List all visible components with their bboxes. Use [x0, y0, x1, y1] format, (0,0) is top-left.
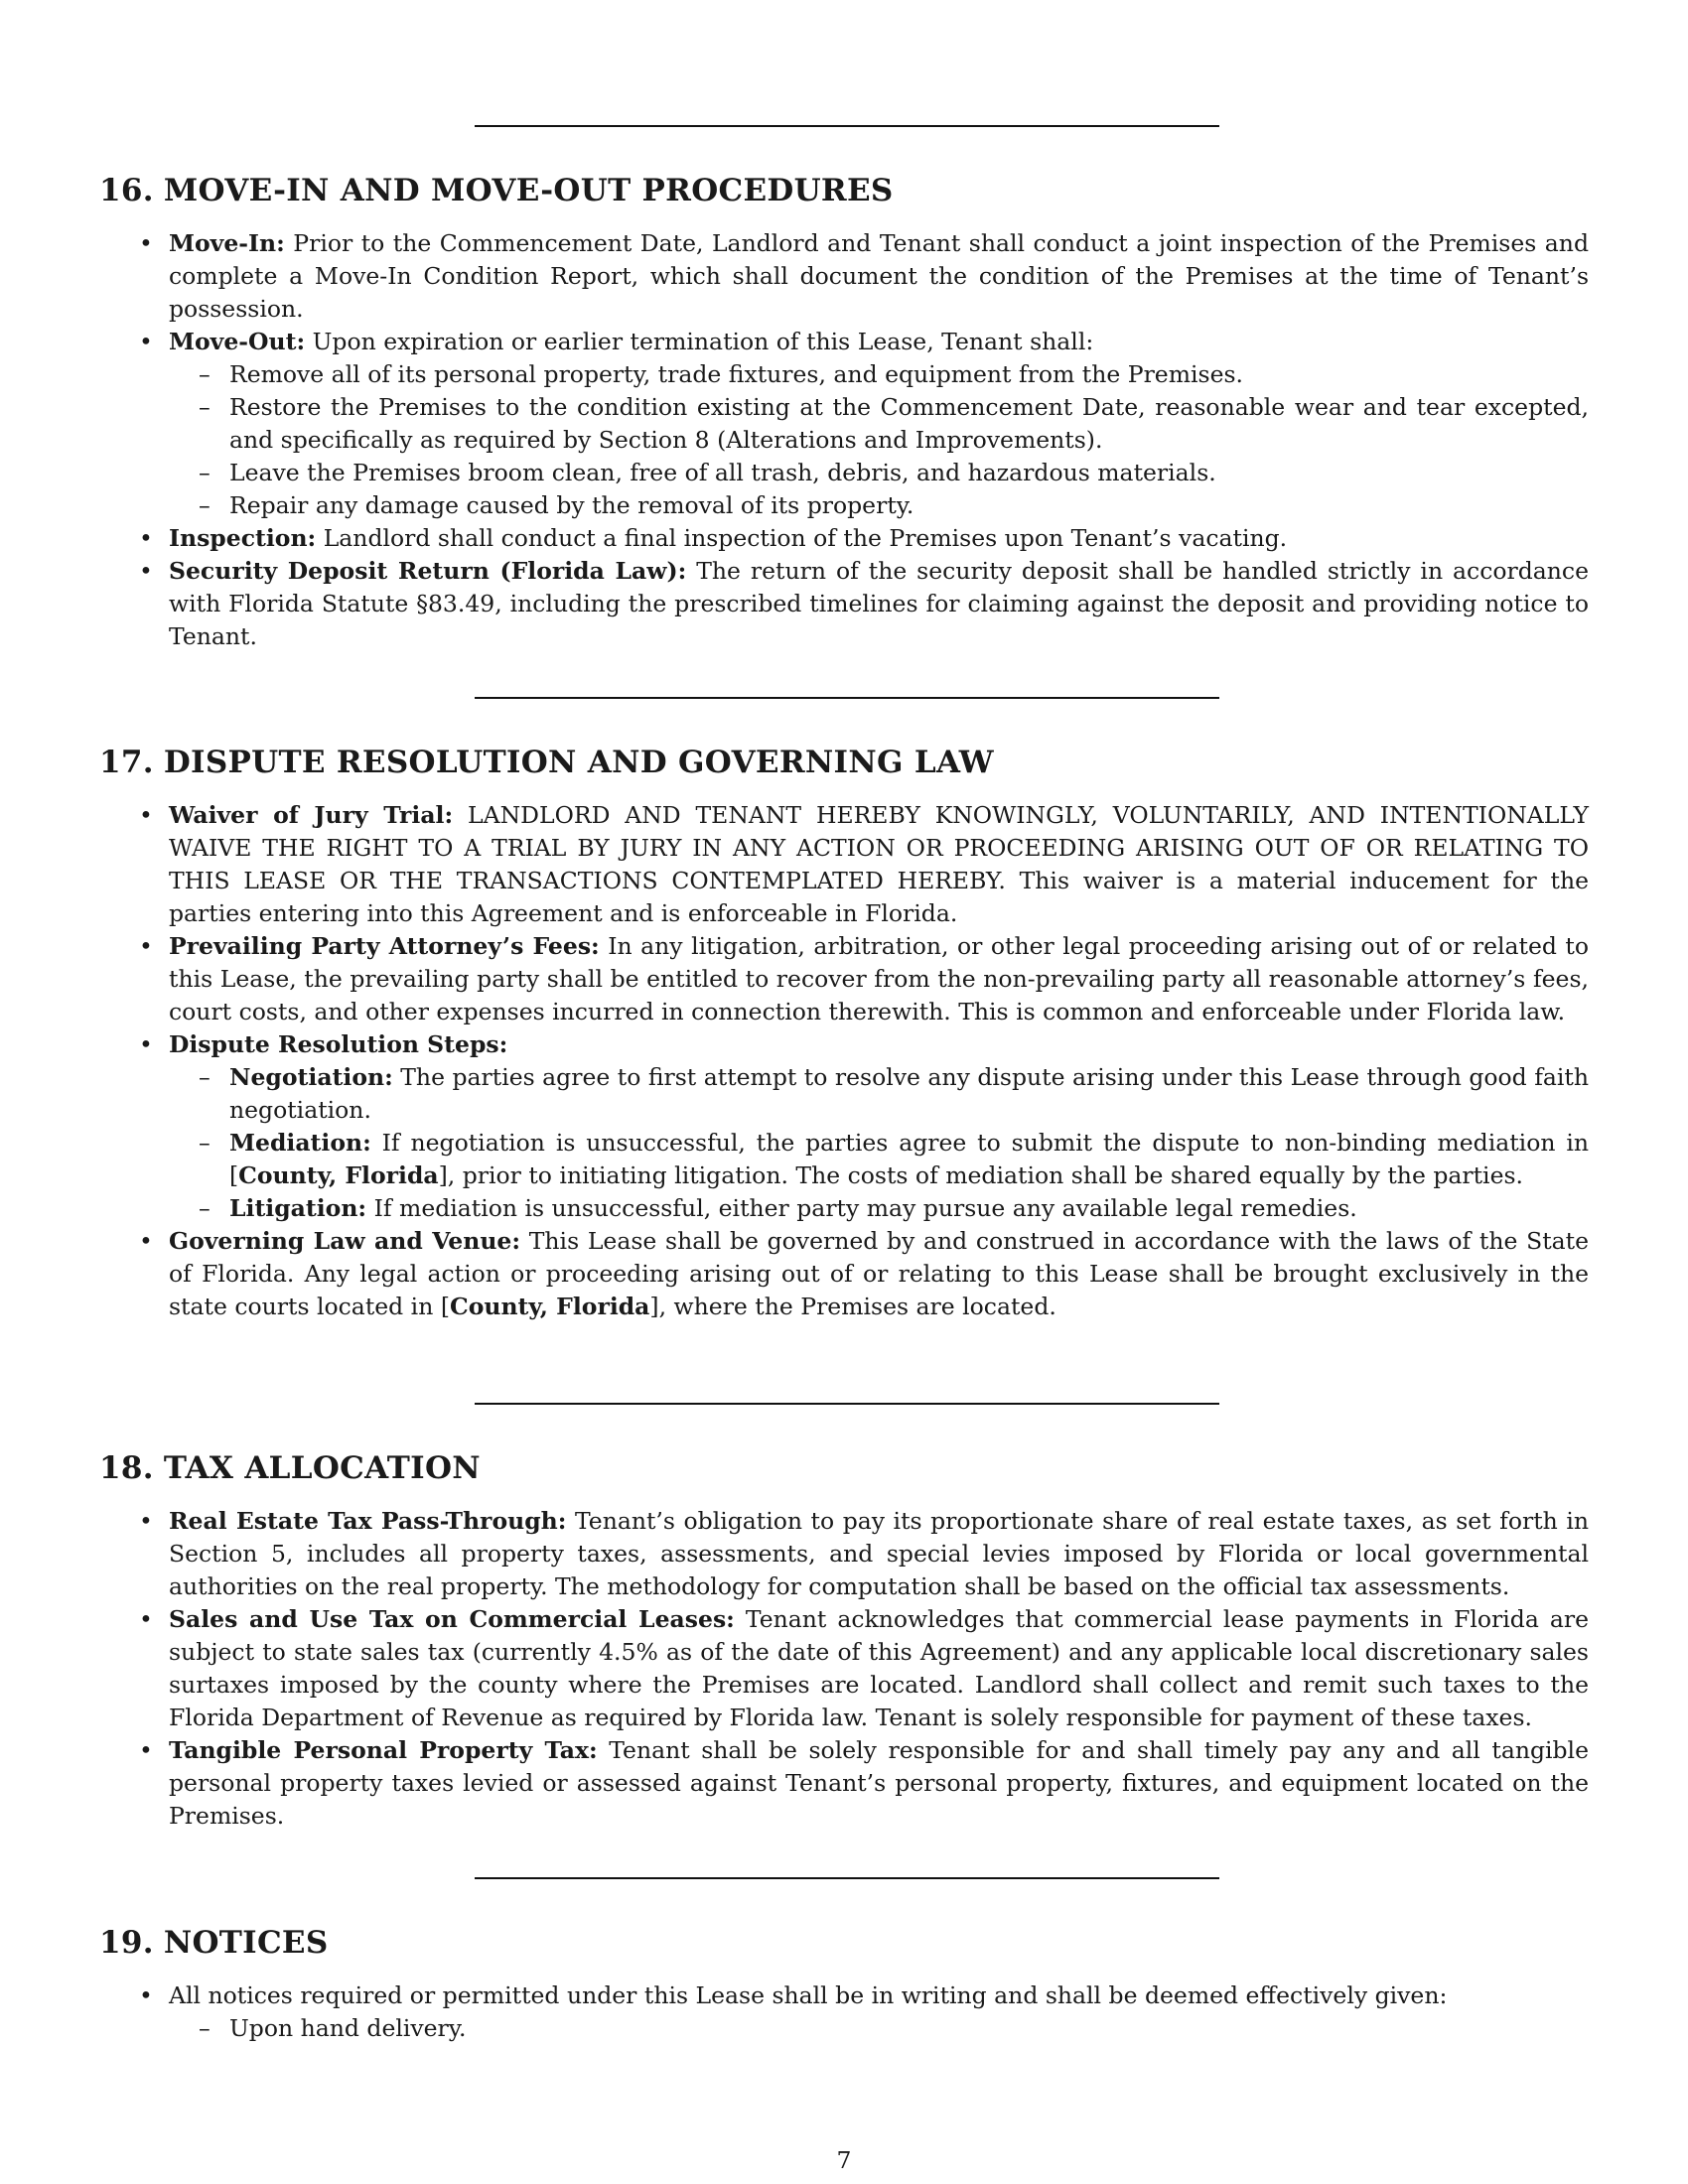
- section-heading: [99, 1448, 1589, 1488]
- list-item: [99, 1028, 1589, 1225]
- sub-item-text: Repair any damage caused by the removal of its property.: [229, 491, 914, 519]
- sub-list-item: – Mediation: If negotiation is unsuccessful, the parties agree to submit the dispute to non-binding mediation in [County, Florida], prior to initiating litigation. The costs of mediation shall be shared equally by the parties.: [199, 1129, 1589, 1189]
- item-label: Dispute Resolution Steps:: [169, 1030, 508, 1058]
- section-number: 17.: [99, 745, 154, 780]
- bullet-icon: •: [139, 1507, 153, 1535]
- sub-list-item: [169, 391, 1589, 457]
- dash-icon: –: [199, 360, 211, 388]
- item-text: Tenant’s obligation to pay its proportionate share of real estate taxes, as set forth in Section 5, includes all property taxes, assessments, and special levies imposed by Florida or local governmental authorities on the real property. The methodology for computation shall be based on the official tax assessments.: [169, 1507, 1590, 1600]
- sub-item-text: The parties agree to first attempt to resolve any dispute arising under this Lease through good faith negotiation.: [229, 1063, 1589, 1124]
- list-item: [99, 1505, 1589, 1603]
- bullet-icon: •: [139, 1227, 153, 1255]
- list-item: [99, 555, 1589, 653]
- bullet-icon: •: [139, 1981, 153, 2009]
- sub-item-text: Remove all of its personal property, trade fixtures, and equipment from the Premises.: [229, 360, 1244, 388]
- dash-icon: –: [199, 2014, 211, 2042]
- list-item: [99, 1979, 1589, 2045]
- item-label: Real Estate Tax Pass-Through:: [169, 1507, 567, 1535]
- sub-item-label: Negotiation:: [229, 1063, 393, 1091]
- sub-list-item: [169, 457, 1589, 489]
- sub-item-text: If negotiation is unsuccessful, the parties agree to submit the dispute to non-binding mediation in: [370, 1129, 1589, 1157]
- item-label: Move-Out:: [169, 328, 306, 355]
- item-text: All notices required or permitted under this Lease shall be in writing and shall be deemed effectively given:: [169, 1981, 1448, 2009]
- section-heading: [99, 171, 1589, 210]
- bullet-list: [99, 1505, 1589, 1833]
- section-heading: [99, 743, 1589, 782]
- bullet-icon: •: [139, 1605, 153, 1633]
- list-item: [99, 930, 1589, 1028]
- section-number: 19.: [99, 1925, 154, 1961]
- item-text: Prior to the Commencement Date, Landlord and Tenant shall conduct a joint inspection of the Premises and complete a Move-In Condition Report, which shall document the condition of the Premises at the time of Tenant’s possession.: [169, 229, 1589, 323]
- bullet-icon: •: [139, 524, 153, 552]
- item-label: Prevailing Party Attorney’s Fees:: [169, 932, 600, 960]
- dash-icon: –: [199, 459, 211, 486]
- sub-list-item: [169, 1192, 1589, 1225]
- list-item: [99, 1603, 1589, 1734]
- bullet-icon: •: [139, 328, 153, 355]
- section-title: TAX ALLOCATION: [163, 1450, 481, 1486]
- section-title: NOTICES: [163, 1925, 329, 1961]
- sub-list: [169, 1061, 1589, 1225]
- page-number: 7: [836, 2146, 852, 2174]
- list-item: [99, 326, 1589, 522]
- sub-item-text: Leave the Premises broom clean, free of all trash, debris, and hazardous materials.: [229, 459, 1216, 486]
- item-text: In any litigation, arbitration, or other legal proceeding arising out of or related to this Lease, the prevailing party shall be entitled to recover from the non-prevailing party all reasonable attorney’s fees, court costs, and other expenses incurred in connection therewith. This is common and enforceable under Florida law.: [169, 932, 1589, 1025]
- dash-icon: –: [199, 1194, 211, 1222]
- sub-item-text: Restore the Premises to the condition existing at the Commencement Date, reasonable wear and tear excepted, and specifically as required by Section 8 (Alterations and Improvements).: [229, 393, 1589, 454]
- dash-icon: –: [199, 393, 211, 421]
- dash-icon: –: [199, 1129, 211, 1157]
- sub-item-text: , prior to initiating litigation. The costs of mediation shall be shared equally by the parties.: [447, 1161, 1524, 1189]
- item-label: Inspection:: [169, 524, 317, 552]
- sub-list-item: [169, 489, 1589, 522]
- bullet-icon: •: [139, 932, 153, 960]
- sub-item-text: If mediation is unsuccessful, either party may pursue any available legal remedies.: [366, 1194, 1357, 1222]
- item-label: Sales and Use Tax on Commercial Leases:: [169, 1605, 735, 1633]
- item-label: Waiver of Jury Trial:: [169, 801, 454, 829]
- sub-item-label: Mediation:: [229, 1129, 371, 1157]
- bullet-list: [99, 1979, 1589, 2045]
- sub-list-item: [169, 358, 1589, 391]
- sub-list: [169, 2012, 1589, 2045]
- item-text: This Lease shall be governed by and construed in accordance with the laws of the State of Florida. Any legal action or proceeding arising out of or relating to this Lease shall be brought exclusively in the state courts located in: [169, 1227, 1589, 1320]
- sub-item-label: Litigation:: [229, 1194, 367, 1222]
- dash-icon: –: [199, 1063, 211, 1091]
- section-number: 18.: [99, 1450, 154, 1486]
- item-label: Security Deposit Return (Florida Law):: [169, 557, 687, 585]
- section-divider: [475, 125, 1219, 127]
- item-text: The return of the security deposit shall be handled strictly in accordance with Florida Statute §83.49, including the prescribed timelines for claiming against the deposit and providing notice to Tenant.: [169, 557, 1590, 650]
- section-title: DISPUTE RESOLUTION AND GOVERNING LAW: [163, 745, 994, 780]
- list-item: [99, 1734, 1589, 1833]
- item-label: Tangible Personal Property Tax:: [169, 1736, 598, 1764]
- item-text: LANDLORD AND TENANT HEREBY KNOWINGLY, VOLUNTARILY, AND INTENTIONALLY WAIVE THE RIGHT TO A TRIAL BY JURY IN ANY ACTION OR PROCEEDING ARISING OUT OF OR RELATING TO THIS LEASE OR THE TRANSACTIONS CONTEMPLATED HEREBY. This waiver is a material inducement for the parties entering into this Agreement and is enforceable in Florida.: [169, 801, 1589, 927]
- item-text: Upon expiration or earlier termination of this Lease, Tenant shall:: [305, 328, 1094, 355]
- bullet-icon: •: [139, 801, 153, 829]
- bullet-icon: •: [139, 1030, 153, 1058]
- list-item: [99, 799, 1589, 930]
- section-divider: [475, 1403, 1219, 1405]
- county-placeholder: County, Florida: [449, 1293, 650, 1320]
- item-text: Tenant acknowledges that commercial lease payments in Florida are subject to state sales tax (currently 4.5% as of the date of this Agreement) and any applicable local discretionary sales surtaxes imposed by the county where the Premises are located. Landlord shall collect and remit such taxes to the Florida Department of Revenue as required by Florida law. Tenant is solely responsible for payment of these taxes.: [169, 1605, 1590, 1731]
- section-17: [99, 743, 1589, 1323]
- section-heading: [99, 1923, 1589, 1963]
- item-text: Landlord shall conduct a final inspection of the Premises upon Tenant’s vacating.: [316, 524, 1288, 552]
- section-number: 16.: [99, 173, 154, 208]
- list-item: • Governing Law and Venue: This Lease shall be governed by and construed in accordance with the laws of the State of Florida. Any legal action or proceeding arising out of or relating to this Lease shall be brought exclusively in the state courts located in [County, Florida], where the Premises are located.: [139, 1227, 1589, 1320]
- bullet-list: [99, 227, 1589, 653]
- item-label: Move-In:: [169, 229, 285, 257]
- item-text: Tenant shall be solely responsible for and shall timely pay any and all tangible personal property taxes levied or assessed against Tenant’s personal property, fixtures, and equipment located on the Premises.: [169, 1736, 1589, 1830]
- sub-list: [169, 358, 1589, 522]
- section-16: [99, 171, 1589, 653]
- section-18: [99, 1448, 1589, 1833]
- item-label: Governing Law and Venue:: [169, 1227, 521, 1255]
- sub-item-text: Upon hand delivery.: [229, 2014, 467, 2042]
- bullet-icon: •: [139, 229, 153, 257]
- dash-icon: –: [199, 491, 211, 519]
- bullet-icon: •: [139, 557, 153, 585]
- list-item: [99, 522, 1589, 555]
- bullet-icon: •: [139, 1736, 153, 1764]
- section-title: MOVE-IN AND MOVE-OUT PROCEDURES: [163, 173, 894, 208]
- list-item: [99, 227, 1589, 326]
- sub-list-item: [169, 1061, 1589, 1127]
- item-text: , where the Premises are located.: [658, 1293, 1056, 1320]
- section-19: [99, 1923, 1589, 2045]
- section-divider: [475, 697, 1219, 699]
- sub-list-item: [169, 2012, 1589, 2045]
- bullet-list: [99, 799, 1589, 1323]
- county-placeholder: County, Florida: [238, 1161, 439, 1189]
- section-divider: [475, 1877, 1219, 1879]
